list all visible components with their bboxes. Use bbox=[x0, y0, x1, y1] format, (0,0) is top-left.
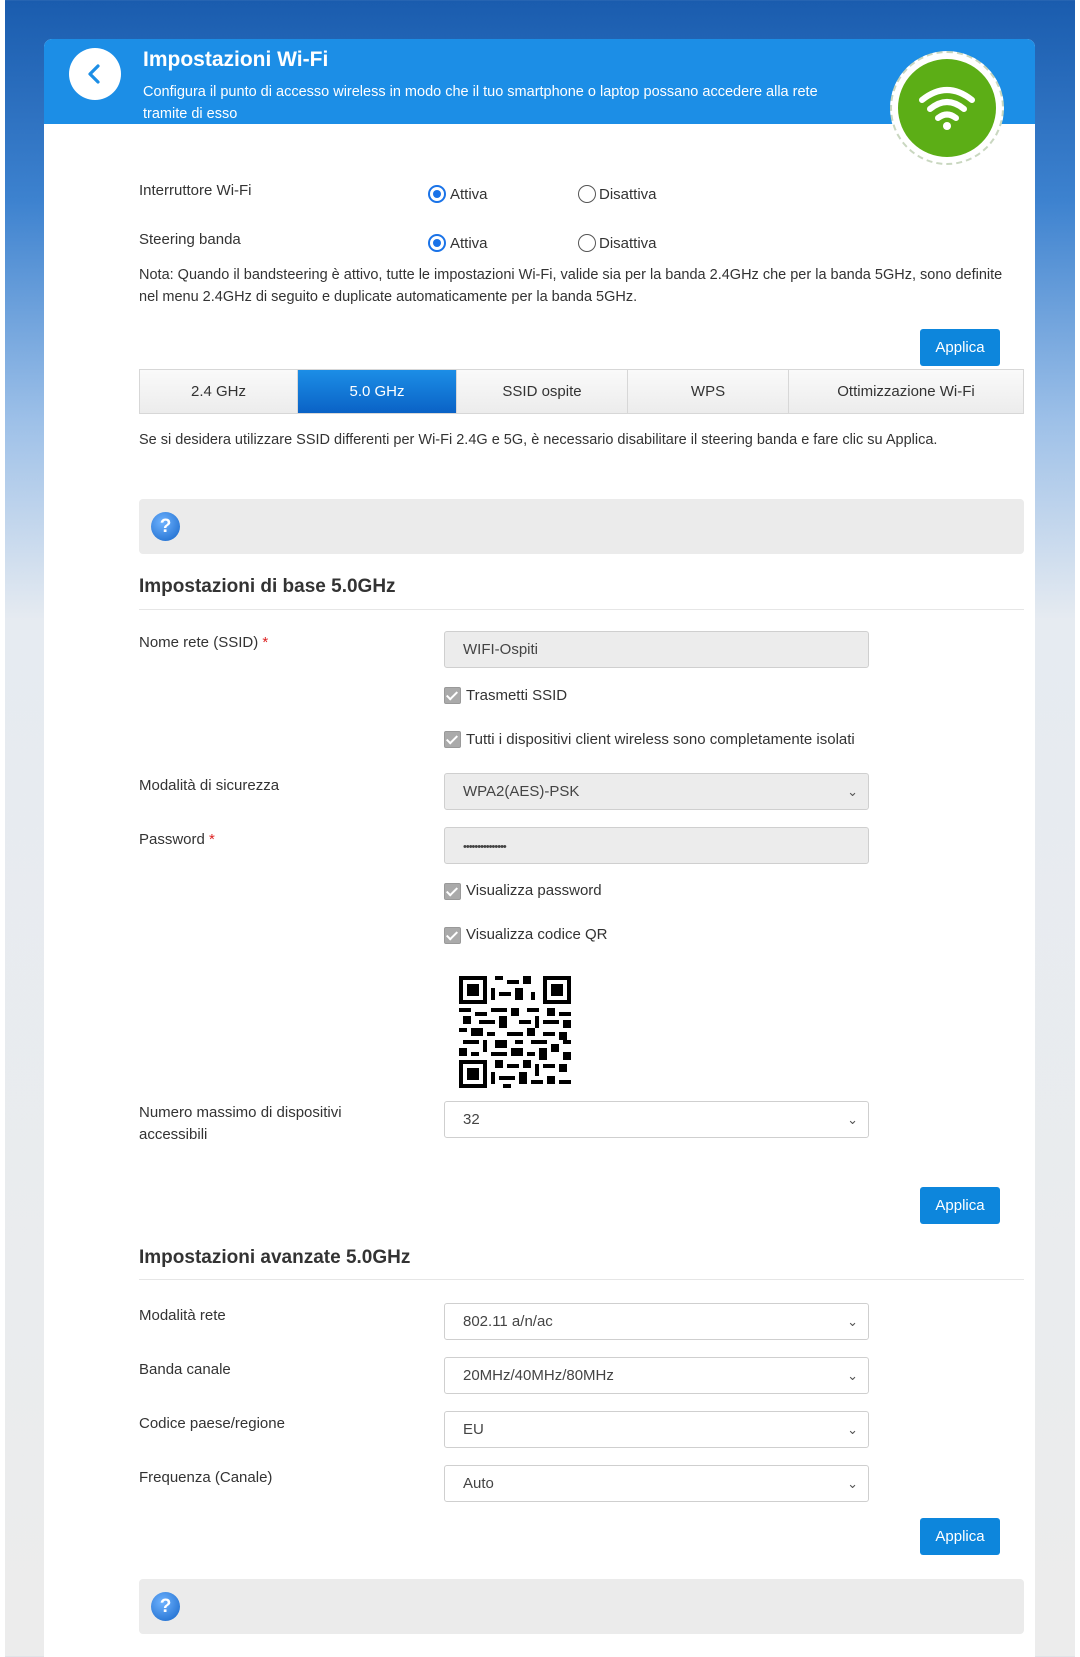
show-password-label: Visualizza password bbox=[466, 882, 602, 899]
password-value: ••••••••••••••• bbox=[463, 841, 506, 853]
steering-off-radio[interactable] bbox=[578, 234, 596, 252]
show-qr-checkbox[interactable] bbox=[444, 927, 461, 944]
wifi-off-radio[interactable] bbox=[578, 185, 596, 203]
tab-5-0ghz[interactable]: 5.0 GHz bbox=[298, 370, 457, 413]
basic-settings-title: Impostazioni di base 5.0GHz bbox=[139, 576, 396, 597]
password-input[interactable] bbox=[444, 827, 869, 864]
wifi-qr-code bbox=[459, 976, 571, 1088]
channel-band-value: 20MHz/40MHz/80MHz bbox=[463, 1367, 614, 1384]
network-mode-value: 802.11 a/n/ac bbox=[463, 1313, 553, 1330]
ssid-info-text: Se si desidera utilizzare SSID differenti per Wi-Fi 2.4G e 5G, è necessario disabilitare il steering banda e fare clic su Applica. bbox=[139, 432, 938, 448]
back-button[interactable] bbox=[69, 48, 121, 100]
max-devices-label: Numero massimo di dispositivi accessibili bbox=[139, 1104, 342, 1143]
tab-ssid-ospite[interactable]: SSID ospite bbox=[457, 370, 628, 413]
show-qr-label: Visualizza codice QR bbox=[466, 926, 608, 943]
tab-ottimizzazione[interactable]: Ottimizzazione Wi-Fi bbox=[837, 383, 975, 400]
page-title: Impostazioni Wi-Fi bbox=[143, 48, 329, 71]
security-mode-select[interactable] bbox=[444, 773, 869, 810]
steering-on-label: Attiva bbox=[450, 235, 488, 252]
question-icon[interactable]: ? bbox=[151, 512, 180, 541]
password-label-text: Password bbox=[139, 831, 205, 848]
basic-divider bbox=[139, 609, 1024, 610]
frequency-value: Auto bbox=[463, 1475, 494, 1492]
frequency-label: Frequenza (Canale) bbox=[139, 1469, 273, 1486]
steering-off-label: Disattiva bbox=[599, 235, 657, 252]
wifi-badge bbox=[890, 51, 1004, 165]
max-devices-value: 32 bbox=[463, 1111, 480, 1128]
frequency-select[interactable] bbox=[444, 1465, 869, 1502]
country-value: EU bbox=[463, 1421, 484, 1438]
chevron-down-icon: ⌄ bbox=[847, 1112, 858, 1127]
network-mode-label: Modalità rete bbox=[139, 1307, 226, 1324]
page-edge-left bbox=[0, 0, 5, 1657]
broadcast-ssid-label: Trasmetti SSID bbox=[466, 687, 568, 704]
page-description: Configura il punto di accesso wireless in modo che il tuo smartphone o laptop possano accedere alla rete tramite di esso bbox=[143, 84, 818, 122]
chevron-down-icon: ⌄ bbox=[847, 1314, 858, 1329]
max-devices-select[interactable] bbox=[444, 1101, 869, 1138]
wifi-badge-circle bbox=[898, 59, 996, 157]
ssid-label bbox=[139, 632, 268, 654]
settings-card bbox=[44, 39, 1035, 1657]
show-password-checkbox[interactable] bbox=[444, 883, 461, 900]
help-panel-top bbox=[139, 499, 1024, 554]
bandsteering-note: Nota: Quando il bandsteering è attivo, tutte le impostazioni Wi-Fi, valide sia per la banda 2.4GHz che per la banda 5GHz, sono definite nel menu 2.4GHz di seguito e duplicate automaticamente per la banda 5GHz. bbox=[139, 267, 1003, 305]
wifi-switch-label: Interruttore Wi-Fi bbox=[139, 182, 252, 199]
password-label bbox=[139, 829, 215, 851]
ssid-label-text: Nome rete (SSID) bbox=[139, 634, 259, 651]
wifi-icon bbox=[919, 86, 975, 132]
apply-switches-button[interactable]: Applica bbox=[920, 329, 1000, 366]
required-mark: * bbox=[209, 831, 215, 848]
tab-wps[interactable]: WPS bbox=[628, 370, 789, 413]
security-mode-label: Modalità di sicurezza bbox=[139, 777, 280, 794]
apply-advanced-button[interactable]: Applica bbox=[920, 1518, 1000, 1555]
wifi-on-radio[interactable] bbox=[428, 185, 446, 203]
chevron-down-icon: ⌄ bbox=[847, 1368, 858, 1383]
channel-band-select[interactable] bbox=[444, 1357, 869, 1394]
broadcast-ssid-checkbox[interactable] bbox=[444, 687, 461, 704]
wifi-on-label: Attiva bbox=[450, 186, 488, 203]
steering-label: Steering banda bbox=[139, 231, 241, 248]
question-icon[interactable]: ? bbox=[151, 1592, 180, 1621]
ssid-value: WIFI-Ospiti bbox=[463, 641, 538, 658]
country-label: Codice paese/regione bbox=[139, 1415, 285, 1432]
apply-basic-button[interactable]: Applica bbox=[920, 1187, 1000, 1224]
chevron-down-icon: ⌄ bbox=[847, 1422, 858, 1437]
isolate-clients-checkbox[interactable] bbox=[444, 731, 461, 748]
help-panel-bottom bbox=[139, 1579, 1024, 1634]
wifi-off-label: Disattiva bbox=[599, 186, 657, 203]
network-mode-select[interactable] bbox=[444, 1303, 869, 1340]
chevron-down-icon: ⌄ bbox=[847, 784, 858, 799]
isolate-clients-label: Tutti i dispositivi client wireless sono completamente isolati bbox=[466, 731, 855, 748]
page-header bbox=[44, 39, 1035, 124]
band-tabs bbox=[139, 369, 1024, 414]
security-mode-value: WPA2(AES)-PSK bbox=[463, 783, 580, 800]
chevron-down-icon: ⌄ bbox=[847, 1476, 858, 1491]
chevron-left-icon bbox=[82, 61, 108, 87]
country-select[interactable] bbox=[444, 1411, 869, 1448]
advanced-divider bbox=[139, 1279, 1024, 1280]
tab-2-4ghz[interactable]: 2.4 GHz bbox=[140, 370, 298, 413]
required-mark: * bbox=[262, 634, 269, 651]
page-edge-right bbox=[1075, 0, 1080, 1657]
ssid-input[interactable] bbox=[444, 631, 869, 668]
channel-band-label: Banda canale bbox=[139, 1361, 231, 1378]
steering-on-radio[interactable] bbox=[428, 234, 446, 252]
advanced-settings-title: Impostazioni avanzate 5.0GHz bbox=[139, 1247, 411, 1268]
